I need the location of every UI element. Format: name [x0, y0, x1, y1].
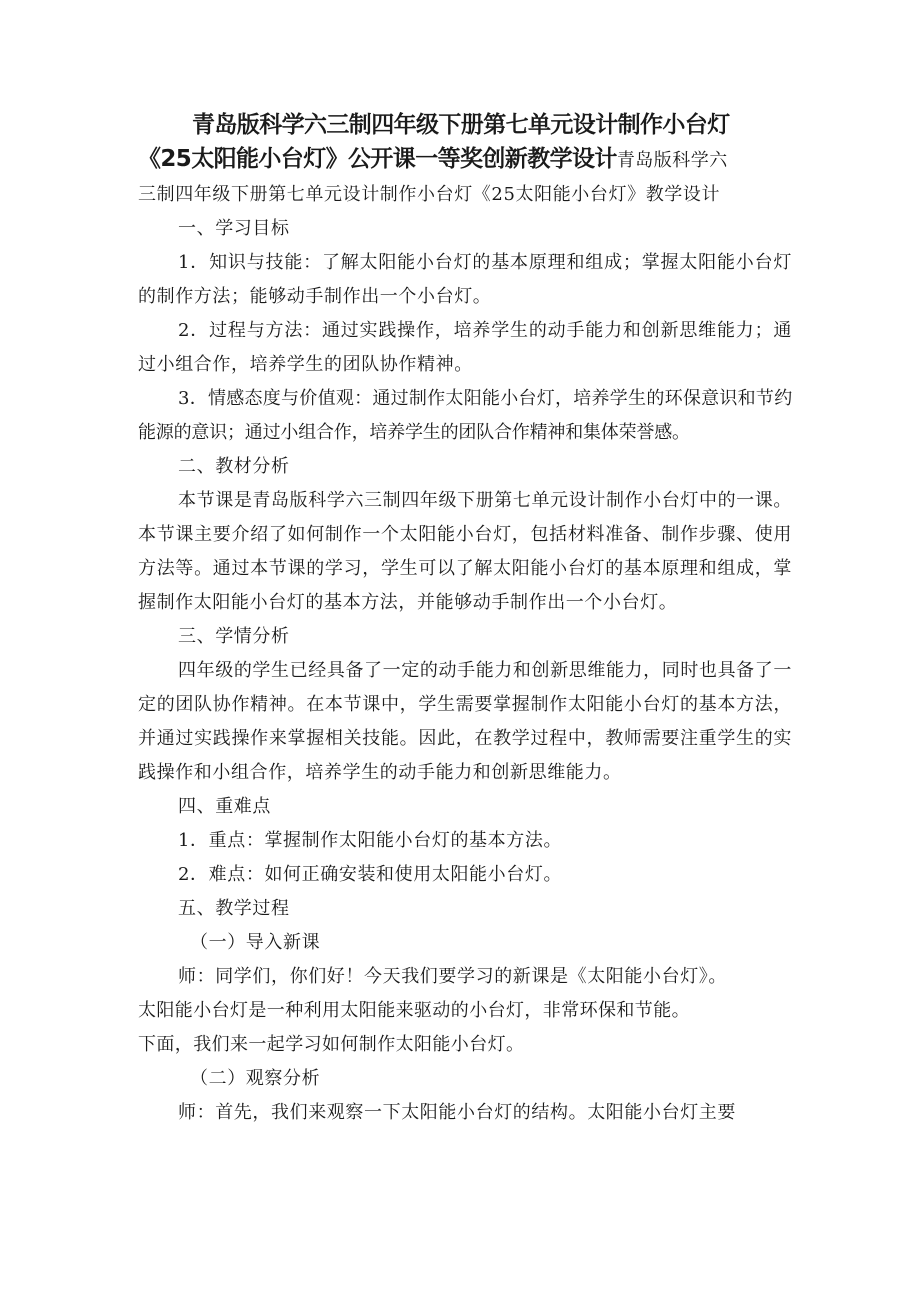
- section-heading-material: 二、教材分析: [178, 456, 290, 477]
- goal-item-3: 3．情感态度与价值观：通过制作太阳能小台灯，培养学生的环保意识和节约能源的意识；通过小组合作，培养学生的团队合作精神和集体荣誉感。: [138, 388, 792, 443]
- document-title-bold: 《25太阳能小台灯》公开课一等奖创新教学设计: [138, 146, 617, 172]
- subsection-heading-observe: （二）观察分析: [190, 1068, 321, 1089]
- intro-line-1: 师：同学们，你们好！今天我们要学习的新课是《太阳能小台灯》。: [178, 966, 727, 987]
- intro-line-3: 下面，我们来一起学习如何制作太阳能小台灯。: [138, 1034, 525, 1055]
- goal-item-1: 1．知识与技能：了解太阳能小台灯的基本原理和组成；掌握太阳能小台灯的制作方法；能够动手制作出一个小台灯。: [138, 252, 792, 307]
- subsection-heading-intro: （一）导入新课: [190, 932, 321, 953]
- observe-line-1: 师：首先，我们来观察一下太阳能小台灯的结构。太阳能小台灯主要: [178, 1102, 736, 1123]
- goal-item-2: 2．过程与方法：通过实践操作，培养学生的动手能力和创新思维能力；通过小组合作，培养学生的团队协作精神。: [138, 320, 792, 375]
- key-point-item-1: 1．重点：掌握制作太阳能小台灯的基本方法。: [178, 830, 563, 851]
- student-analysis-text: 四年级的学生已经具备了一定的动手能力和创新思维能力，同时也具备了一定的团队协作精神。在本节课中，学生需要掌握制作太阳能小台灯的基本方法，并通过实践操作来掌握相关技能。因此，在教学过程中，教师需要注重学生的实践操作和小组合作，培养学生的动手能力和创新思维能力。: [138, 660, 792, 783]
- document-title-line-2: [138, 142, 792, 178]
- intro-line-2: 太阳能小台灯是一种利用太阳能来驱动的小台灯，非常环保和节能。: [138, 1000, 690, 1021]
- material-analysis-text: 本节课是青岛版科学六三制四年级下册第七单元设计制作小台灯中的一课。本节课主要介绍了如何制作一个太阳能小台灯，包括材料准备、制作步骤、使用方法等。通过本节课的学习，学生可以了解太阳能小台灯的基本原理和组成，掌握制作太阳能小台灯的基本方法，并能够动手制作出一个小台灯。: [138, 490, 792, 613]
- section-heading-key-points: 四、重难点: [178, 796, 271, 817]
- section-heading-goals: 一、学习目标: [178, 218, 290, 239]
- section-heading-students: 三、学情分析: [178, 626, 290, 647]
- document-title-line-1: 青岛版科学六三制四年级下册第七单元设计制作小台灯: [192, 112, 730, 138]
- key-point-item-2: 2．难点：如何正确安装和使用太阳能小台灯。: [178, 864, 563, 885]
- document-title-tail: 青岛版科学六: [616, 150, 728, 171]
- section-heading-process: 五、教学过程: [178, 898, 290, 919]
- document-subtitle: 三制四年级下册第七单元设计制作小台灯《25太阳能小台灯》教学设计: [138, 184, 721, 205]
- document-page: [138, 108, 792, 1130]
